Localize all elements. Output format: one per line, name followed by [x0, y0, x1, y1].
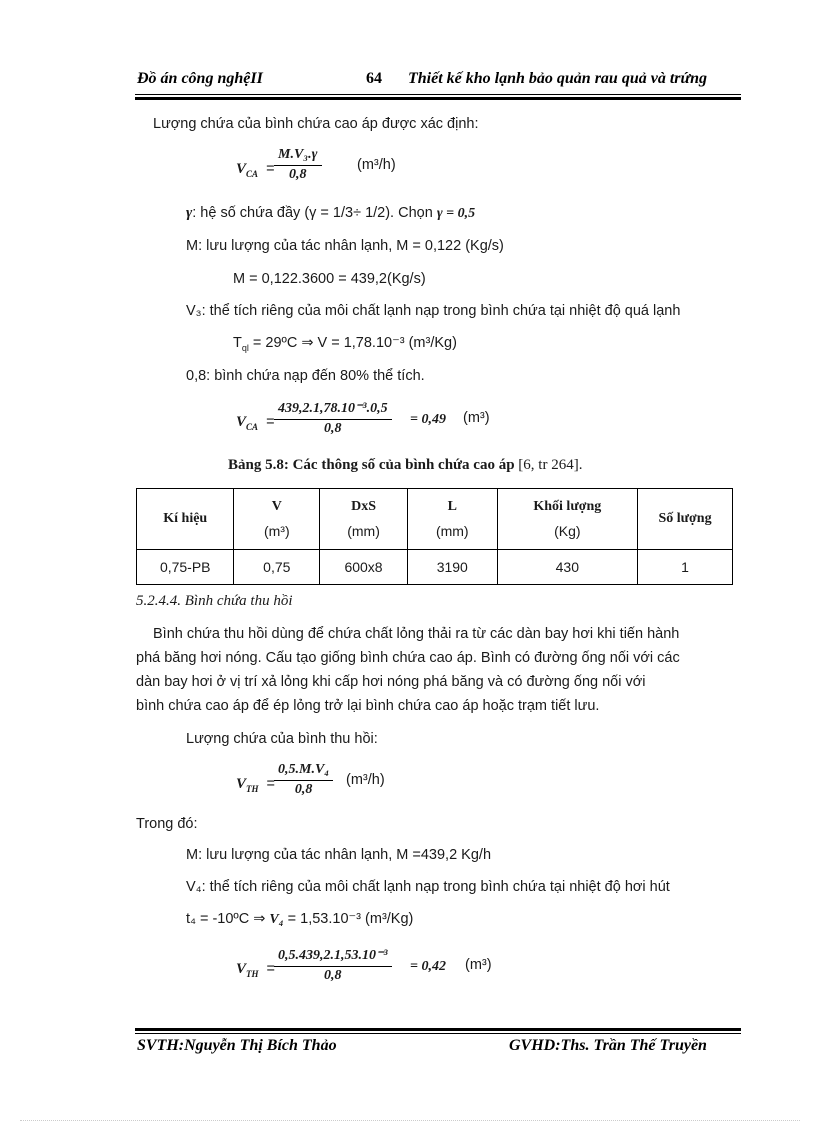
tql-rest: = 29ºC ⇒ V = 1,78.10⁻³ (m³/Kg): [248, 335, 457, 351]
footer-rule-thin: [135, 1033, 741, 1034]
header-left: Đồ án công nghệII: [137, 70, 263, 87]
para-line: Bình chứa thu hồi dùng để chứa chất lỏng thải ra từ các dàn bay hơi khi tiến hành: [153, 626, 680, 642]
caption-bold: Bảng 5.8: Các thông số của bình chứa cao áp: [228, 457, 515, 473]
fraction-den: 0,8: [289, 167, 307, 182]
table-row: [137, 550, 733, 585]
t4-var: V₄: [269, 912, 284, 927]
t4-pre: t₄ = -10ºC ⇒: [186, 911, 266, 927]
caption-ref: [6, tr 264].: [514, 457, 583, 473]
formula-lhs-sub: TH: [246, 783, 259, 794]
formula-lhs: V: [236, 414, 247, 430]
tql-sub: ql: [241, 342, 249, 353]
text-trong-do: Trong đó:: [136, 816, 198, 832]
formula-lhs: V: [236, 776, 247, 792]
unit: (m³): [465, 957, 492, 973]
result: = 0,42: [410, 959, 446, 974]
th-sub: (mm): [347, 523, 380, 539]
text-cao-ap-intro: Lượng chứa của bình chứa cao áp được xác định:: [153, 116, 479, 132]
footer-right: GVHD:Ths. Trần Thế Truyền: [509, 1037, 707, 1054]
gamma-choice: γ = 0,5: [436, 206, 476, 221]
text-fill: 0,8: bình chứa nạp đến 80% thể tích.: [186, 368, 425, 384]
formula-vca: $V_{CA}$ =: [236, 161, 275, 179]
page-number: 64: [366, 70, 382, 87]
formula-vth-result: $V_{TH}$ =: [236, 961, 276, 979]
header-rule-thin: [135, 94, 741, 95]
header-right: Thiết kế kho lạnh bảo quản rau quả và trứng: [408, 70, 707, 87]
fraction-den: 0,8: [294, 782, 313, 797]
table-cell: 3190: [407, 550, 497, 585]
formula-lhs-sub: CA: [246, 168, 259, 179]
text-m: M: lưu lượng của tác nhân lạnh, M = 0,122 (Kg/s): [186, 238, 504, 254]
text-gamma: [186, 205, 475, 222]
spec-table: [136, 488, 733, 585]
fraction-num: 439,2.1,78.10⁻³.0,5: [274, 400, 392, 420]
fraction-den: 0,8: [324, 968, 342, 983]
formula-lhs-sub: CA: [246, 421, 259, 432]
footer-left: SVTH:Nguyễn Thị Bích Thảo: [137, 1037, 337, 1054]
formula-vca-result: $V_{CA}$ =: [236, 414, 275, 432]
section-title: 5.2.4.4. Bình chứa thu hồi: [136, 593, 293, 609]
th-sub: (m³): [263, 523, 290, 539]
footer-rule-thick: [135, 1028, 741, 1031]
text-t4: [186, 911, 413, 928]
para-line: dàn bay hơi ở vị trí xả lỏng khi cấp hơi nóng phá băng và có đường ống nối với: [136, 674, 646, 690]
fraction-4: [274, 947, 392, 984]
fraction-3: [274, 762, 333, 798]
para-line: phá băng hơi nóng. Cấu tạo giống bình chứa cao áp. Bình có đường ống nối với các: [136, 650, 680, 666]
result: = 0,49: [410, 412, 446, 427]
table-cell: 0,75: [234, 550, 320, 585]
unit: (m³/h): [346, 772, 385, 788]
th-sub: (Kg): [554, 523, 581, 539]
formula-lhs: V: [236, 961, 247, 977]
text-tql: [233, 335, 457, 353]
formula-lhs: V: [236, 161, 247, 177]
th-l: [407, 489, 497, 550]
th-main: V: [271, 499, 282, 514]
th-main: DxS: [351, 499, 376, 514]
table-cell: 1: [638, 550, 733, 585]
table-cell: 430: [497, 550, 637, 585]
formula-vth: $V_{TH}$ =: [236, 776, 276, 794]
th-sub: (mm): [435, 523, 469, 539]
table-caption: [228, 457, 582, 474]
th-v: [234, 489, 320, 550]
unit: (m³/h): [357, 157, 396, 173]
text-thu-hoi: Lượng chứa của bình thu hồi:: [186, 731, 378, 747]
para-line: bình chứa cao áp để ép lỏng trở lại bình chứa cao áp hoặc trạm tiết lưu.: [136, 698, 600, 714]
gamma-symbol: γ: [186, 205, 193, 221]
th-main: L: [447, 499, 457, 514]
th-ki-hieu: [137, 489, 234, 550]
gamma-range: γ = 1/3÷ 1/2). Chọn: [309, 205, 433, 221]
fraction-num: 0,5.M.V₄: [274, 762, 333, 781]
table-cell: 0,75-PB: [137, 550, 234, 585]
page-edge-dots: [20, 1120, 800, 1121]
header-rule-thick: [135, 97, 741, 100]
th-main: Số lượng: [658, 511, 712, 526]
text-m-calc: M = 0,122.3600 = 439,2(Kg/s): [233, 271, 426, 287]
text-m2: M: lưu lượng của tác nhân lạnh, M =439,2 Kg/h: [186, 847, 492, 863]
th-khoi-luong: [497, 489, 637, 550]
fraction-2: [274, 400, 392, 437]
fraction-num: M.V₃.γ: [274, 147, 322, 166]
fraction-den: 0,8: [324, 421, 342, 436]
th-so-luong: [638, 489, 733, 550]
text-v3: V₃: thể tích riêng của môi chất lạnh nạp trong bình chứa tại nhiệt độ quá lạnh: [186, 303, 681, 319]
table-header-row: [137, 489, 733, 550]
th-main: Kí hiệu: [163, 511, 208, 526]
formula-lhs-sub: TH: [246, 968, 259, 979]
fraction-1: [274, 147, 322, 183]
unit: (m³): [463, 410, 490, 426]
text-v4: V₄: thể tích riêng của môi chất lạnh nạp trong bình chứa tại nhiệt độ hơi hút: [186, 879, 670, 895]
t4-rest: = 1,53.10⁻³ (m³/Kg): [283, 911, 414, 927]
fraction-num: 0,5.439,2.1,53.10⁻³: [274, 947, 392, 967]
table-cell: 600x8: [320, 550, 408, 585]
gamma-desc: : hệ số chứa đầy (: [192, 205, 310, 221]
tql-t: T: [233, 335, 242, 351]
th-main: Khối lượng: [533, 499, 602, 514]
th-dxs: [320, 489, 408, 550]
